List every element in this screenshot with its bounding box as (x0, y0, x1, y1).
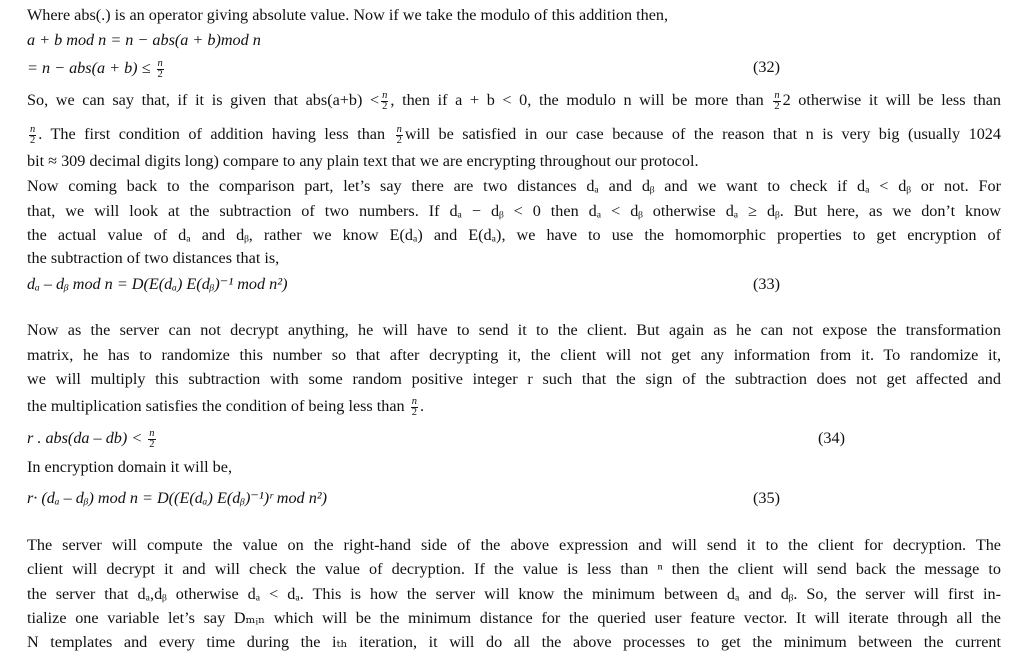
text-line-21: the server that dₐ,dᵦ otherwise dₐ < dₐ. This is how the server will know the minimum between dₐ and dᵦ. So, the server will first in- (27, 585, 1001, 603)
equation-number-33: (33) (753, 275, 780, 293)
text-line-14: we will multiply this subtraction with some random positive integer r such that the sign of the subtraction does not get affected and (27, 370, 1001, 388)
equation-number-34: (34) (818, 429, 845, 447)
text-line-7: Now coming back to the comparison part, let’s say there are two distances dₐ and dᵦ and we want to check if dₐ < dᵦ or not. For (27, 177, 1001, 195)
text-line-10: the subtraction of two distances that is, (27, 249, 280, 267)
equation-34-text: r . abs(da – db) < (27, 429, 143, 447)
fraction-n-over-2: $\frac{n}{2}$ (774, 89, 780, 112)
text-line-1: Where abs(.) is an operator giving absolute value. Now if we take the modulo of this addition then, (27, 6, 669, 24)
text-line-23: N templates and every time during the iₜₕ iteration, it will do all the above processes to get the minimum between the current (27, 633, 1001, 651)
text-line-13: matrix, he has to randomize this number so that after decrypting it, the client will not get any information from it. To randomize it, (27, 346, 1001, 364)
text-line-5: $\frac{n}{2}$ . The first condition of addition having less than $\frac{n}{2}$ will be satisfied in our case because of the reason that n is very big (usually 1024 (30, 123, 1001, 146)
equation-number-32: (32) (753, 58, 780, 76)
text-line-20: client will decrypt it and will check the value of decryption. If the value is less than ⁿ then the client will send back the message to (27, 560, 1001, 578)
fraction-n-over-2: $\frac{n}{2}$ (149, 427, 155, 450)
equation-line-34 (27, 428, 158, 450)
text-line-17: In encryption domain it will be, (27, 458, 232, 476)
text-line-15: the multiplication satisfies the condition of being less than $\frac{n}{2}$ . (27, 395, 424, 418)
fraction-n-over-2: $\frac{n}{2}$ (382, 89, 388, 112)
text-line-22: tialize one variable let’s say Dₘᵢₙ which will be the minimum distance for the queried user feature vector. It will iterate through all the (27, 609, 1001, 627)
equation-line-35: r· (dₐ – dᵦ) mod n = D((E(dₐ) E(dᵦ)⁻¹)ʳ mod n²) (27, 489, 328, 507)
text-line-4: So, we can say that, if it is given that abs(a+b) < $\frac{n}{2}$ , then if a + b < 0, the modulo n will be more than $\frac{n}{2}$ 2 otherwise it will be less than (27, 89, 1001, 112)
text-line-19: The server will compute the value on the right-hand side of the above expression and will send it to the client for decryption. The (27, 536, 1001, 554)
text-line-6: bit ≈ 309 decimal digits long) compare to any plain text that we are encrypting throughout our protocol. (27, 152, 699, 170)
text-line-12: Now as the server can not decrypt anything, he will have to send it to the client. But again as he can not expose the transformation (27, 321, 1001, 339)
equation-number-35: (35) (753, 489, 780, 507)
text-line-9: the actual value of dₐ and dᵦ, rather we know E(dₐ) and E(dₐ), we have to use the homomorphic properties to get encryption of (27, 226, 1001, 244)
equation-32-text: = n − abs(a + b) ≤ (27, 59, 151, 77)
fraction-n-over-2: $\frac{n}{2}$ (396, 123, 402, 146)
fraction-n-over-2: $\frac{n}{2}$ (411, 395, 417, 418)
fraction-n-over-2: $\frac{n}{2}$ (30, 123, 36, 146)
equation-line-33: dₐ – dᵦ mod n = D(E(dₐ) E(dᵦ)⁻¹ mod n²) (27, 275, 288, 293)
fraction-n-over-2: $\frac{n}{2}$ (157, 57, 163, 80)
equation-line-32 (27, 58, 166, 80)
equation-line-mod: a + b mod n = n − abs(a + b)mod n (27, 31, 261, 49)
text-line-8: that, we will look at the subtraction of two numbers. If dₐ − dᵦ < 0 then dₐ < dᵦ otherwise dₐ ≥ dᵦ. But here, as we don’t know (27, 202, 1001, 220)
